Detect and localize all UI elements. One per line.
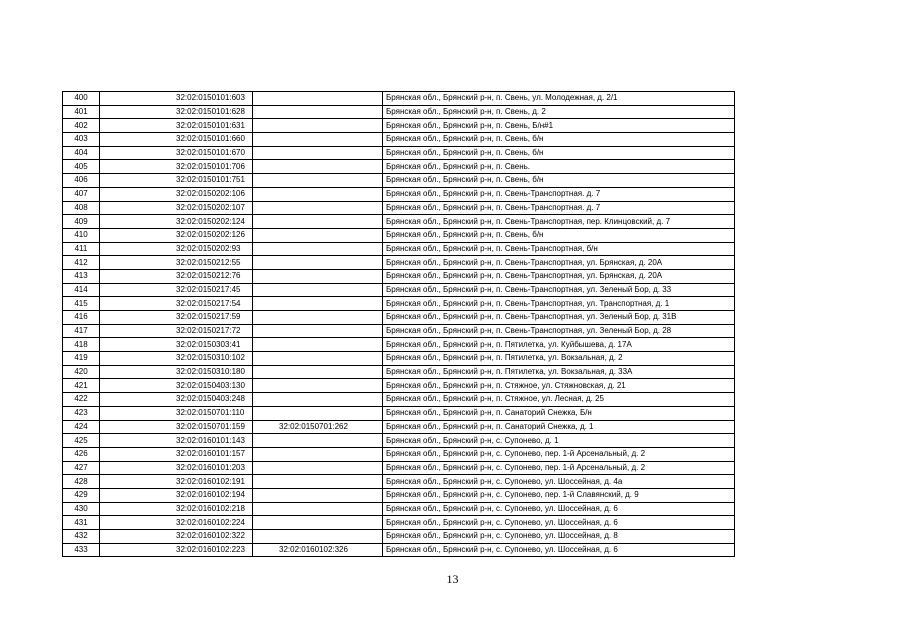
previous-cadastral-number-cell (253, 324, 383, 338)
cadastral-number-cell: 32:02:0150212:55 (100, 256, 253, 270)
previous-cadastral-number-cell (253, 488, 383, 502)
table-row (63, 242, 735, 256)
previous-cadastral-number-cell (253, 393, 383, 407)
cadastral-number-cell: 32:02:0150217:72 (100, 324, 253, 338)
row-number-cell: 411 (63, 242, 100, 256)
table-row (63, 461, 735, 475)
previous-cadastral-number-cell (253, 475, 383, 489)
previous-cadastral-number-cell (253, 105, 383, 119)
table-row (63, 311, 735, 325)
cadastral-number-cell: 32:02:0150101:706 (100, 160, 253, 174)
cadastral-number-cell: 32:02:0150101:751 (100, 174, 253, 188)
row-number-cell: 418 (63, 338, 100, 352)
previous-cadastral-number-cell (253, 352, 383, 366)
table-row (63, 133, 735, 147)
table-row (63, 488, 735, 502)
address-cell: Брянская обл., Брянский р-н, п. Свень. (383, 160, 735, 174)
row-number-cell: 402 (63, 119, 100, 133)
table-row (63, 365, 735, 379)
table-row (63, 420, 735, 434)
row-number-cell: 408 (63, 201, 100, 215)
address-cell: Брянская обл., Брянский р-н, п. Санаторий Снежка, Б/н (383, 406, 735, 420)
address-cell: Брянская обл., Брянский р-н, п. Свень, б/н (383, 146, 735, 160)
address-cell: Брянская обл., Брянский р-н, п. Санаторий Снежка, д. 1 (383, 420, 735, 434)
cadastral-number-cell: 32:02:0150202:126 (100, 228, 253, 242)
previous-cadastral-number-cell (253, 338, 383, 352)
cadastral-number-cell: 32:02:0160102:191 (100, 475, 253, 489)
table-row (63, 543, 735, 557)
previous-cadastral-number-cell (253, 447, 383, 461)
registry-table (62, 91, 735, 557)
row-number-cell: 406 (63, 174, 100, 188)
address-cell: Брянская обл., Брянский р-н, с. Супонево, пер. 1-й Славянский, д. 9 (383, 488, 735, 502)
cadastral-number-cell: 32:02:0160101:203 (100, 461, 253, 475)
table-row (63, 256, 735, 270)
table-row (63, 119, 735, 133)
previous-cadastral-number-cell (253, 406, 383, 420)
table-row (63, 201, 735, 215)
table-row (63, 146, 735, 160)
table-row (63, 160, 735, 174)
address-cell: Брянская обл., Брянский р-н, с. Супонево, ул. Шоссейная, д. 8 (383, 530, 735, 544)
cadastral-number-cell: 32:02:0150101:603 (100, 92, 253, 106)
table-row (63, 447, 735, 461)
table-row (63, 475, 735, 489)
row-number-cell: 428 (63, 475, 100, 489)
table-row (63, 105, 735, 119)
table-row (63, 174, 735, 188)
cadastral-number-cell: 32:02:0160102:218 (100, 502, 253, 516)
address-cell: Брянская обл., Брянский р-н, с. Супонево, ул. Шоссейная, д. 6 (383, 516, 735, 530)
row-number-cell: 421 (63, 379, 100, 393)
previous-cadastral-number-cell (253, 215, 383, 229)
previous-cadastral-number-cell (253, 242, 383, 256)
cadastral-number-cell: 32:02:0150217:59 (100, 311, 253, 325)
table-row (63, 379, 735, 393)
address-cell: Брянская обл., Брянский р-н, п. Пятилетка, ул. Вокзальная, д. 2 (383, 352, 735, 366)
previous-cadastral-number-cell (253, 283, 383, 297)
row-number-cell: 407 (63, 187, 100, 201)
table-row (63, 502, 735, 516)
cadastral-number-cell: 32:02:0150202:107 (100, 201, 253, 215)
row-number-cell: 413 (63, 269, 100, 283)
row-number-cell: 427 (63, 461, 100, 475)
table-row (63, 352, 735, 366)
previous-cadastral-number-cell (253, 201, 383, 215)
row-number-cell: 422 (63, 393, 100, 407)
previous-cadastral-number-cell (253, 379, 383, 393)
address-cell: Брянская обл., Брянский р-н, п. Свень-Транспортная, ул. Брянская, д. 20А (383, 269, 735, 283)
cadastral-number-cell: 32:02:0150303:41 (100, 338, 253, 352)
table-row (63, 516, 735, 530)
table-row (63, 297, 735, 311)
row-number-cell: 416 (63, 311, 100, 325)
row-number-cell: 412 (63, 256, 100, 270)
address-cell: Брянская обл., Брянский р-н, п. Пятилетка, ул. Вокзальная, д. 33А (383, 365, 735, 379)
previous-cadastral-number-cell (253, 174, 383, 188)
row-number-cell: 410 (63, 228, 100, 242)
cadastral-number-cell: 32:02:0150217:45 (100, 283, 253, 297)
cadastral-number-cell: 32:02:0150403:248 (100, 393, 253, 407)
table-row (63, 393, 735, 407)
table-row (63, 228, 735, 242)
previous-cadastral-number-cell (253, 516, 383, 530)
cadastral-number-cell: 32:02:0150217:54 (100, 297, 253, 311)
address-cell: Брянская обл., Брянский р-н, п. Свень-Транспортная, ул. Зеленый Бор, д. 31В (383, 311, 735, 325)
row-number-cell: 426 (63, 447, 100, 461)
address-cell: Брянская обл., Брянский р-н, п. Свень-Транспортная, ул. Зеленый Бор, д. 33 (383, 283, 735, 297)
table-row (63, 434, 735, 448)
previous-cadastral-number-cell (253, 297, 383, 311)
row-number-cell: 414 (63, 283, 100, 297)
cadastral-number-cell: 32:02:0160102:194 (100, 488, 253, 502)
cadastral-number-cell: 32:02:0160102:322 (100, 530, 253, 544)
previous-cadastral-number-cell (253, 502, 383, 516)
row-number-cell: 404 (63, 146, 100, 160)
previous-cadastral-number-cell: 32:02:0150701:262 (253, 420, 383, 434)
address-cell: Брянская обл., Брянский р-н, п. Свень-Транспортная, ул. Брянская, д. 20А (383, 256, 735, 270)
cadastral-number-cell: 32:02:0150403:130 (100, 379, 253, 393)
address-cell: Брянская обл., Брянский р-н, п. Стяжное, ул. Стяжновская, д. 21 (383, 379, 735, 393)
cadastral-number-cell: 32:02:0150101:670 (100, 146, 253, 160)
previous-cadastral-number-cell (253, 228, 383, 242)
address-cell: Брянская обл., Брянский р-н, п. Свень, б/н (383, 174, 735, 188)
row-number-cell: 425 (63, 434, 100, 448)
previous-cadastral-number-cell (253, 119, 383, 133)
address-cell: Брянская обл., Брянский р-н, п. Свень-Транспортная, пер. Клинцовский, д. 7 (383, 215, 735, 229)
row-number-cell: 401 (63, 105, 100, 119)
row-number-cell: 415 (63, 297, 100, 311)
row-number-cell: 403 (63, 133, 100, 147)
address-cell: Брянская обл., Брянский р-н, п. Свень, Б/н#1 (383, 119, 735, 133)
cadastral-number-cell: 32:02:0150202:93 (100, 242, 253, 256)
row-number-cell: 400 (63, 92, 100, 106)
cadastral-number-cell: 32:02:0150101:660 (100, 133, 253, 147)
address-cell: Брянская обл., Брянский р-н, п. Свень, д. 2 (383, 105, 735, 119)
cadastral-number-cell: 32:02:0160101:157 (100, 447, 253, 461)
row-number-cell: 420 (63, 365, 100, 379)
cadastral-number-cell: 32:02:0150310:102 (100, 352, 253, 366)
previous-cadastral-number-cell (253, 146, 383, 160)
address-cell: Брянская обл., Брянский р-н, с. Супонево, д. 1 (383, 434, 735, 448)
row-number-cell: 430 (63, 502, 100, 516)
cadastral-number-cell: 32:02:0160102:223 (100, 543, 253, 557)
address-cell: Брянская обл., Брянский р-н, п. Свень, ул. Молодежная, д. 2/1 (383, 92, 735, 106)
address-cell: Брянская обл., Брянский р-н, с. Супонево, пер. 1-й Арсенальный, д. 2 (383, 461, 735, 475)
previous-cadastral-number-cell (253, 461, 383, 475)
address-cell: Брянская обл., Брянский р-н, с. Супонево, ул. Шоссейная, д. 6 (383, 543, 735, 557)
cadastral-number-cell: 32:02:0150701:159 (100, 420, 253, 434)
previous-cadastral-number-cell (253, 311, 383, 325)
cadastral-number-cell: 32:02:0150310:180 (100, 365, 253, 379)
cadastral-number-cell: 32:02:0150202:106 (100, 187, 253, 201)
row-number-cell: 431 (63, 516, 100, 530)
row-number-cell: 429 (63, 488, 100, 502)
address-cell: Брянская обл., Брянский р-н, п. Пятилетка, ул. Куйбышева, д. 17А (383, 338, 735, 352)
cadastral-number-cell: 32:02:0160101:143 (100, 434, 253, 448)
table-row (63, 187, 735, 201)
row-number-cell: 409 (63, 215, 100, 229)
previous-cadastral-number-cell (253, 92, 383, 106)
row-number-cell: 433 (63, 543, 100, 557)
address-cell: Брянская обл., Брянский р-н, п. Свень, б/н (383, 133, 735, 147)
row-number-cell: 419 (63, 352, 100, 366)
address-cell: Брянская обл., Брянский р-н, с. Супонево, ул. Шоссейная, д. 6 (383, 502, 735, 516)
row-number-cell: 405 (63, 160, 100, 174)
previous-cadastral-number-cell (253, 160, 383, 174)
row-number-cell: 423 (63, 406, 100, 420)
address-cell: Брянская обл., Брянский р-н, п. Свень-Транспортная, б/н (383, 242, 735, 256)
table-row (63, 338, 735, 352)
address-cell: Брянская обл., Брянский р-н, п. Свень-Транспортная, ул. Транспортная, д. 1 (383, 297, 735, 311)
address-cell: Брянская обл., Брянский р-н, п. Стяжное, ул. Лесная, д. 25 (383, 393, 735, 407)
previous-cadastral-number-cell (253, 365, 383, 379)
address-cell: Брянская обл., Брянский р-н, п. Свень, б/н (383, 228, 735, 242)
previous-cadastral-number-cell (253, 133, 383, 147)
table-row (63, 324, 735, 338)
table-row (63, 530, 735, 544)
address-cell: Брянская обл., Брянский р-н, п. Свень-Транспортная. д. 7 (383, 187, 735, 201)
row-number-cell: 417 (63, 324, 100, 338)
cadastral-number-cell: 32:02:0160102:224 (100, 516, 253, 530)
table-row (63, 283, 735, 297)
previous-cadastral-number-cell (253, 530, 383, 544)
cadastral-number-cell: 32:02:0150101:631 (100, 119, 253, 133)
row-number-cell: 424 (63, 420, 100, 434)
previous-cadastral-number-cell: 32:02:0160102:326 (253, 543, 383, 557)
registry-table-body (63, 92, 735, 557)
address-cell: Брянская обл., Брянский р-н, с. Супонево, пер. 1-й Арсенальный, д. 2 (383, 447, 735, 461)
table-row (63, 269, 735, 283)
table-row (63, 92, 735, 106)
address-cell: Брянская обл., Брянский р-н, п. Свень-Транспортная. д. 7 (383, 201, 735, 215)
previous-cadastral-number-cell (253, 434, 383, 448)
page-number: 13 (446, 572, 459, 586)
row-number-cell: 432 (63, 530, 100, 544)
cadastral-number-cell: 32:02:0150202:124 (100, 215, 253, 229)
cadastral-number-cell: 32:02:0150212:76 (100, 269, 253, 283)
address-cell: Брянская обл., Брянский р-н, с. Супонево, ул. Шоссейная, д. 4а (383, 475, 735, 489)
table-row (63, 215, 735, 229)
cadastral-number-cell: 32:02:0150101:628 (100, 105, 253, 119)
address-cell: Брянская обл., Брянский р-н, п. Свень-Транспортная, ул. Зеленый Бор, д. 28 (383, 324, 735, 338)
table-row (63, 406, 735, 420)
previous-cadastral-number-cell (253, 269, 383, 283)
previous-cadastral-number-cell (253, 256, 383, 270)
previous-cadastral-number-cell (253, 187, 383, 201)
cadastral-number-cell: 32:02:0150701:110 (100, 406, 253, 420)
